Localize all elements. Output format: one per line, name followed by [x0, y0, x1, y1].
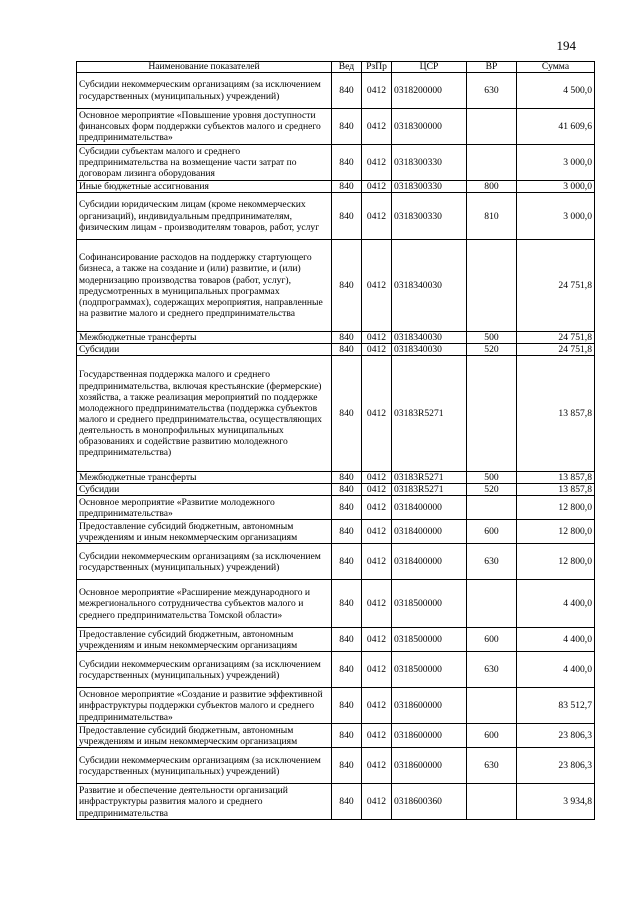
- row-vr: 600: [467, 520, 517, 544]
- row-vr: 630: [467, 544, 517, 580]
- table-row: [77, 580, 595, 628]
- row-ved: 840: [332, 109, 362, 145]
- row-rzpr: 0412: [362, 332, 392, 344]
- row-name: Государственная поддержка малого и среднего предпринимательства, включая крестьянские (фермерские) хозяйства, а также реализация мероприятий по поддержке молодежного предпринимательства (поддержка субъектов малого и среднего предпринимательства, осуществляющих деятельность в монопрофильных муниципальных образованиях и содействие развитию молодежного предпринимательства): [77, 356, 332, 472]
- row-name: Основное мероприятие «Развитие молодежного предпринимательства»: [77, 496, 332, 520]
- row-rzpr: 0412: [362, 344, 392, 356]
- row-vr: 500: [467, 472, 517, 484]
- row-rzpr: 0412: [362, 784, 392, 820]
- row-csr: 0318300330: [392, 181, 467, 193]
- row-ved: 840: [332, 332, 362, 344]
- row-sum: 12 800,0: [517, 496, 595, 520]
- row-ved: 840: [332, 73, 362, 109]
- row-ved: 840: [332, 193, 362, 240]
- row-rzpr: 0412: [362, 472, 392, 484]
- row-sum: 13 857,8: [517, 356, 595, 472]
- row-sum: 3 000,0: [517, 181, 595, 193]
- row-ved: 840: [332, 628, 362, 652]
- row-rzpr: 0412: [362, 724, 392, 748]
- table-row: [77, 544, 595, 580]
- row-csr: 0318400000: [392, 520, 467, 544]
- row-sum: 3 000,0: [517, 193, 595, 240]
- row-name: Субсидии некоммерческим организациям (за исключением государственных (муниципальных) учреждений): [77, 73, 332, 109]
- table-row: [77, 748, 595, 784]
- table-row: [77, 484, 595, 496]
- row-ved: 840: [332, 181, 362, 193]
- row-vr: 520: [467, 484, 517, 496]
- row-name: Субсидии: [77, 484, 332, 496]
- row-ved: 840: [332, 580, 362, 628]
- row-sum: 23 806,3: [517, 748, 595, 784]
- row-name: Развитие и обеспечение деятельности организаций инфраструктуры развития малого и среднего предпринимательства: [77, 784, 332, 820]
- header-rzpr: РзПр: [362, 62, 392, 73]
- row-sum: 4 400,0: [517, 628, 595, 652]
- row-sum: 3 934,8: [517, 784, 595, 820]
- row-csr: 0318300330: [392, 193, 467, 240]
- row-sum: 4 400,0: [517, 580, 595, 628]
- row-ved: 840: [332, 344, 362, 356]
- row-ved: 840: [332, 484, 362, 496]
- row-sum: 83 512,7: [517, 688, 595, 724]
- row-csr: 0318500000: [392, 652, 467, 688]
- row-vr: 630: [467, 73, 517, 109]
- row-ved: 840: [332, 240, 362, 332]
- row-csr: 0318300330: [392, 145, 467, 181]
- row-name: Предоставление субсидий бюджетным, автономным учреждениям и иным некоммерческим организациям: [77, 724, 332, 748]
- header-name: Наименование показателей: [77, 62, 332, 73]
- row-name: Субсидии некоммерческим организациям (за исключением государственных (муниципальных) учреждений): [77, 748, 332, 784]
- table-row: [77, 240, 595, 332]
- row-ved: 840: [332, 356, 362, 472]
- row-sum: 41 609,6: [517, 109, 595, 145]
- table-row: [77, 652, 595, 688]
- row-vr: [467, 496, 517, 520]
- row-vr: [467, 356, 517, 472]
- row-vr: 600: [467, 724, 517, 748]
- row-csr: 0318500000: [392, 628, 467, 652]
- header-csr: ЦСР: [392, 62, 467, 73]
- row-sum: 13 857,8: [517, 484, 595, 496]
- row-sum: 24 751,8: [517, 344, 595, 356]
- row-sum: 3 000,0: [517, 145, 595, 181]
- row-ved: 840: [332, 520, 362, 544]
- row-vr: 800: [467, 181, 517, 193]
- row-rzpr: 0412: [362, 652, 392, 688]
- row-vr: 500: [467, 332, 517, 344]
- row-vr: 600: [467, 628, 517, 652]
- row-sum: 12 800,0: [517, 544, 595, 580]
- row-rzpr: 0412: [362, 356, 392, 472]
- header-ved: Вед: [332, 62, 362, 73]
- row-rzpr: 0412: [362, 628, 392, 652]
- row-ved: 840: [332, 724, 362, 748]
- row-csr: 0318400000: [392, 544, 467, 580]
- row-ved: 840: [332, 652, 362, 688]
- row-sum: 4 400,0: [517, 652, 595, 688]
- row-ved: 840: [332, 748, 362, 784]
- table-row: [77, 520, 595, 544]
- row-vr: [467, 688, 517, 724]
- row-name: Основное мероприятие «Создание и развитие эффективной инфраструктуры поддержки субъектов малого и среднего предпринимательства»: [77, 688, 332, 724]
- row-vr: [467, 109, 517, 145]
- row-vr: [467, 784, 517, 820]
- row-csr: 0318600000: [392, 748, 467, 784]
- table-row: [77, 688, 595, 724]
- row-ved: 840: [332, 496, 362, 520]
- row-name: Субсидии юридическим лицам (кроме некоммерческих организаций), индивидуальным предпринимателям, физическим лицам - производителям товаров, работ, услуг: [77, 193, 332, 240]
- row-rzpr: 0412: [362, 580, 392, 628]
- row-csr: 03183R5271: [392, 472, 467, 484]
- row-vr: [467, 145, 517, 181]
- row-sum: 24 751,8: [517, 332, 595, 344]
- row-name: Софинансирование расходов на поддержку стартующего бизнеса, а также на создание и (или) развитие, и (или) модернизацию производства товаров (работ, услуг), предусмотренных в муниципальных программах (подпрограммах), содержащих мероприятия, направленные на развитие малого и среднего предпринимательства: [77, 240, 332, 332]
- row-ved: 840: [332, 145, 362, 181]
- table-row: [77, 344, 595, 356]
- table-row: [77, 724, 595, 748]
- row-csr: 0318200000: [392, 73, 467, 109]
- table-row: [77, 145, 595, 181]
- header-vr: ВР: [467, 62, 517, 73]
- row-csr: 0318300000: [392, 109, 467, 145]
- table-row: [77, 784, 595, 820]
- row-csr: 0318340030: [392, 332, 467, 344]
- budget-table: [76, 61, 595, 820]
- row-sum: 13 857,8: [517, 472, 595, 484]
- row-name: Субсидии субъектам малого и среднего предпринимательства на возмещение части затрат по договорам лизинга оборудования: [77, 145, 332, 181]
- row-csr: 0318340030: [392, 344, 467, 356]
- row-csr: 03183R5271: [392, 356, 467, 472]
- table-row: [77, 628, 595, 652]
- row-rzpr: 0412: [362, 181, 392, 193]
- row-rzpr: 0412: [362, 544, 392, 580]
- row-sum: 4 500,0: [517, 73, 595, 109]
- row-name: Субсидии: [77, 344, 332, 356]
- row-ved: 840: [332, 472, 362, 484]
- row-rzpr: 0412: [362, 688, 392, 724]
- table-row: [77, 332, 595, 344]
- row-csr: 0318600000: [392, 688, 467, 724]
- row-vr: [467, 240, 517, 332]
- row-vr: 810: [467, 193, 517, 240]
- row-rzpr: 0412: [362, 748, 392, 784]
- row-name: Основное мероприятие «Повышение уровня доступности финансовых форм поддержки субъектов малого и среднего предпринимательства»: [77, 109, 332, 145]
- row-rzpr: 0412: [362, 193, 392, 240]
- row-rzpr: 0412: [362, 73, 392, 109]
- row-rzpr: 0412: [362, 496, 392, 520]
- row-rzpr: 0412: [362, 520, 392, 544]
- table-header-row: [77, 62, 595, 73]
- row-sum: 12 800,0: [517, 520, 595, 544]
- row-csr: 0318340030: [392, 240, 467, 332]
- row-name: Основное мероприятие «Расширение международного и межрегионального сотрудничества субъектов малого и среднего предпринимательства Томской области»: [77, 580, 332, 628]
- row-vr: 630: [467, 652, 517, 688]
- table-row: [77, 496, 595, 520]
- row-csr: 0318600000: [392, 724, 467, 748]
- row-rzpr: 0412: [362, 240, 392, 332]
- row-name: Субсидии некоммерческим организациям (за исключением государственных (муниципальных) учреждений): [77, 544, 332, 580]
- row-name: Субсидии некоммерческим организациям (за исключением государственных (муниципальных) учреждений): [77, 652, 332, 688]
- row-csr: 0318400000: [392, 496, 467, 520]
- row-name: Межбюджетные трансферты: [77, 472, 332, 484]
- row-vr: 630: [467, 748, 517, 784]
- page-number: 194: [556, 38, 576, 53]
- row-sum: 23 806,3: [517, 724, 595, 748]
- table-row: [77, 193, 595, 240]
- row-ved: 840: [332, 784, 362, 820]
- row-name: Иные бюджетные ассигнования: [77, 181, 332, 193]
- table-row: [77, 109, 595, 145]
- header-sum: Сумма: [517, 62, 595, 73]
- row-sum: 24 751,8: [517, 240, 595, 332]
- table-row: [77, 472, 595, 484]
- table-row: [77, 73, 595, 109]
- row-vr: [467, 580, 517, 628]
- row-name: Предоставление субсидий бюджетным, автономным учреждениям и иным некоммерческим организациям: [77, 520, 332, 544]
- row-rzpr: 0412: [362, 145, 392, 181]
- row-csr: 03183R5271: [392, 484, 467, 496]
- row-rzpr: 0412: [362, 109, 392, 145]
- row-csr: 0318600360: [392, 784, 467, 820]
- table-row: [77, 181, 595, 193]
- row-name: Межбюджетные трансферты: [77, 332, 332, 344]
- row-ved: 840: [332, 544, 362, 580]
- row-name: Предоставление субсидий бюджетным, автономным учреждениям и иным некоммерческим организациям: [77, 628, 332, 652]
- table-row: [77, 356, 595, 472]
- row-csr: 0318500000: [392, 580, 467, 628]
- row-rzpr: 0412: [362, 484, 392, 496]
- row-ved: 840: [332, 688, 362, 724]
- row-vr: 520: [467, 344, 517, 356]
